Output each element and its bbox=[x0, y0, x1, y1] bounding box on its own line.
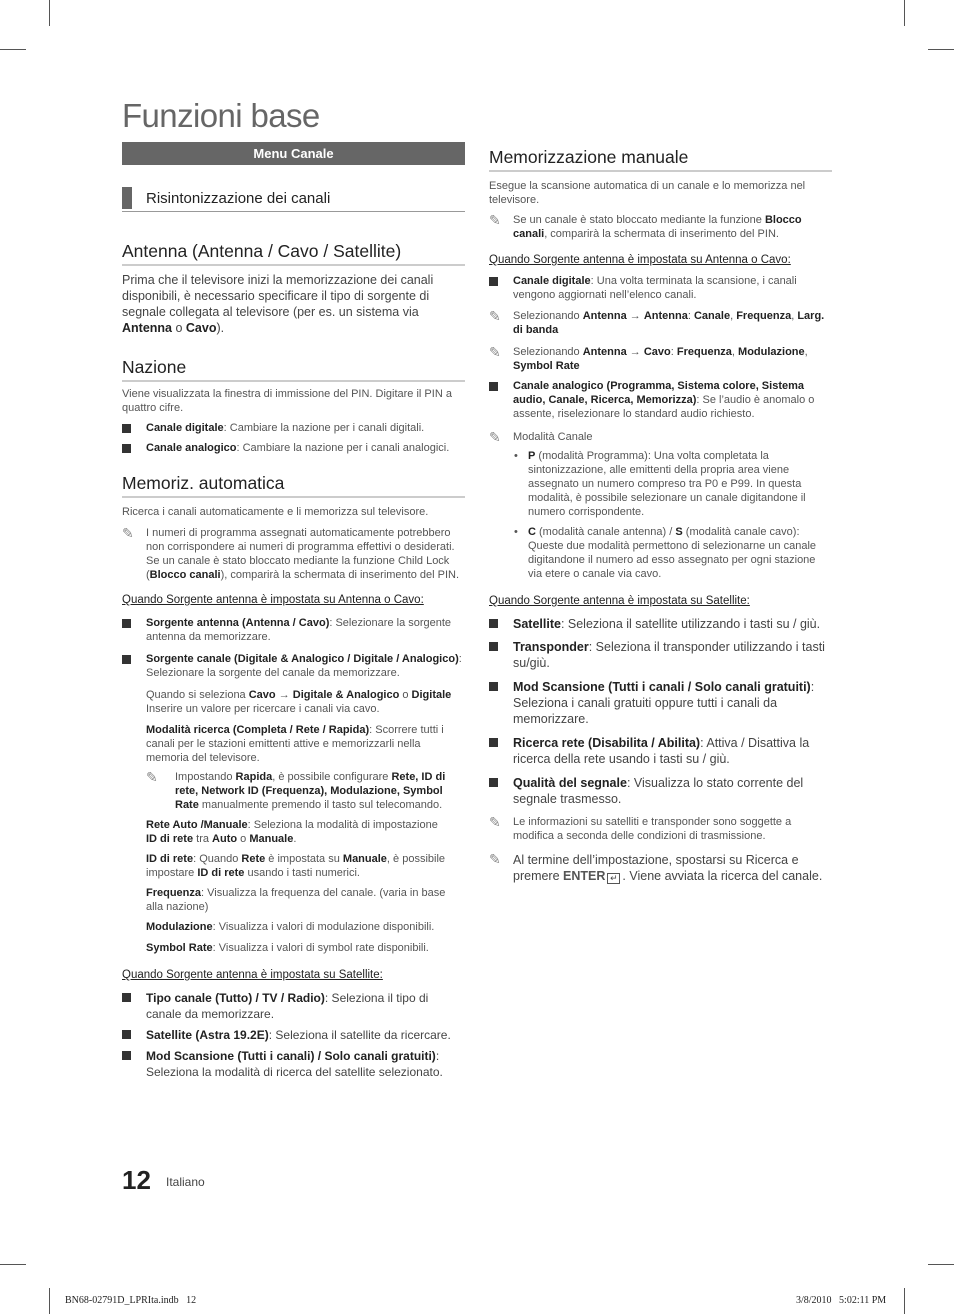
pencil-icon: ✎ bbox=[489, 851, 501, 867]
antenna-end: ). bbox=[216, 321, 225, 335]
note bbox=[489, 852, 832, 884]
c1-bold: Cavo bbox=[248, 689, 276, 701]
antenna-text-body: Prima che il televisore inizi la memorizzazione dei canali disponibili, è necessario specificare il tipo di sorgente di segnale collegata al televisore (per es. un sistema via bbox=[122, 273, 434, 319]
sub-paragraph bbox=[146, 818, 465, 846]
n2-text: , è possibile configurare bbox=[272, 771, 392, 783]
crop-mark bbox=[49, 1288, 50, 1314]
c-bold: C bbox=[528, 526, 536, 538]
item-bold: Canale digitale bbox=[146, 422, 224, 434]
n2-bold: Rapida bbox=[235, 771, 273, 783]
c4-text: : Quando bbox=[193, 853, 242, 865]
note bbox=[489, 309, 832, 337]
c4-bold: Rete bbox=[241, 853, 266, 865]
n2-bold: Antenna bbox=[582, 310, 627, 322]
page-number: 12 bbox=[122, 1165, 151, 1195]
crop-mark bbox=[0, 1264, 26, 1265]
bullet-square bbox=[122, 993, 131, 1002]
comma: , bbox=[730, 310, 737, 322]
footer-date: 3/8/2010 5:02:11 PM bbox=[796, 1295, 887, 1306]
n3-bold: Symbol Rate bbox=[513, 360, 580, 372]
comma: , bbox=[731, 346, 739, 358]
item-bold: Satellite (Astra 19.2E) bbox=[146, 1028, 269, 1042]
bullet-square bbox=[489, 382, 498, 391]
note-text: I numeri di programma assegnati automaticamente potrebbero non corrispondere ai numeri di programma effettivi o desiderati. Se un canale è stato bloccato mediante la funzione Child Lock ( bbox=[146, 527, 455, 581]
item-text: : Cambiare la nazione per i canali analogici. bbox=[236, 442, 450, 454]
n3-bold: Cavo bbox=[643, 346, 671, 358]
nazione-heading: Nazione bbox=[122, 356, 465, 382]
bullet-square bbox=[489, 619, 498, 628]
pencil-icon: ✎ bbox=[489, 344, 501, 360]
bullet-square bbox=[489, 738, 498, 747]
c1-text: Inserire un valore per ricercare i canali via cavo. bbox=[146, 703, 380, 715]
list-item bbox=[489, 639, 832, 671]
list-item bbox=[122, 1027, 465, 1043]
c1-bold: Digitale & Analogico bbox=[292, 689, 400, 701]
c7-bold: Symbol Rate bbox=[146, 942, 213, 954]
item-bold: Sorgente antenna (Antenna / Cavo) bbox=[146, 617, 330, 629]
sub-paragraph bbox=[146, 941, 465, 955]
pencil-icon: ✎ bbox=[146, 769, 158, 785]
bullet-item bbox=[513, 449, 832, 519]
n2-text: manualmente premendo il tasto sul telecomando. bbox=[198, 799, 443, 811]
n6-text: . Viene avviata la ricerca del canale. bbox=[622, 869, 823, 883]
n2-text: Impostando bbox=[175, 771, 236, 783]
colon: : bbox=[687, 310, 694, 322]
n2-bold: Antenna bbox=[643, 310, 688, 322]
page-title: Funzioni base bbox=[122, 97, 320, 134]
item-bold: Tipo canale (Tutto) / TV / Radio) bbox=[146, 991, 325, 1005]
pencil-icon: ✎ bbox=[489, 212, 501, 228]
arrow: → bbox=[626, 310, 644, 322]
bullet-square bbox=[489, 277, 498, 286]
c3-bold: Rete Auto /Manuale bbox=[146, 819, 248, 831]
bullet-square bbox=[489, 642, 498, 651]
sub-paragraph bbox=[146, 688, 465, 716]
antenna-bold: Antenna bbox=[122, 321, 172, 335]
pencil-icon: ✎ bbox=[122, 525, 134, 541]
n3-text: Selezionando bbox=[513, 346, 583, 358]
c4-text: usando i tasti numerici. bbox=[244, 867, 360, 879]
c5-text: : Visualizza la frequenza del canale. (varia in base alla nazione) bbox=[146, 887, 446, 913]
bullet-square bbox=[489, 778, 498, 787]
list-item bbox=[489, 679, 832, 727]
bullet-square bbox=[489, 682, 498, 691]
note-text: Se un canale è stato bloccato mediante la funzione bbox=[513, 214, 765, 226]
sub-paragraph bbox=[146, 920, 465, 934]
c3-text: : Seleziona la modalità di impostazione bbox=[247, 819, 438, 831]
comma: , bbox=[791, 310, 798, 322]
manual-text: Esegue la scansione automatica di un canale e lo memorizza nel televisore. bbox=[489, 180, 806, 206]
c7-text: : Visualizza i valori di symbol rate disponibili. bbox=[212, 942, 429, 954]
cavo-bold: Cavo bbox=[185, 321, 217, 335]
pencil-icon: ✎ bbox=[489, 308, 501, 324]
note bbox=[489, 345, 832, 373]
c1-bold: Digitale bbox=[411, 689, 452, 701]
s-bold: S bbox=[675, 526, 683, 538]
c5-bold: Frequenza bbox=[146, 887, 202, 899]
item-bold: Satellite bbox=[513, 617, 561, 631]
comma: , bbox=[804, 346, 808, 358]
right-column bbox=[489, 146, 832, 884]
item-text: : Selezionare la sorgente antenna da memorizzare. bbox=[146, 617, 452, 643]
c4-text: è impostata su bbox=[265, 853, 343, 865]
c2-text: : Scorrere tutti i canali per le stazioni emittenti attive e memorizzarli nella memoria del televisore. bbox=[146, 724, 444, 764]
note bbox=[489, 815, 832, 843]
list-item bbox=[122, 441, 465, 455]
c4-bold: ID di rete bbox=[146, 853, 194, 865]
memorizzazione-manuale-heading: Memorizzazione manuale bbox=[489, 146, 832, 172]
condition-heading: Quando Sorgente antenna è impostata su Satellite: bbox=[122, 969, 383, 981]
item-text: : Seleziona la modalità di ricerca del satellite selezionato. bbox=[146, 1049, 443, 1079]
list-item bbox=[489, 775, 832, 807]
c-text: (modalità canale antenna) / bbox=[535, 526, 676, 538]
note-text: , comparirà la schermata di inserimento del PIN. bbox=[544, 228, 779, 240]
item-text: : Se l’audio è anomalo o assente, riselezionare lo standard audio richiesto. bbox=[513, 394, 815, 420]
menu-canale-bar: Menu Canale bbox=[122, 142, 465, 165]
n6-text: Al termine dell’impostazione, spostarsi su Ricerca e premere bbox=[513, 853, 799, 883]
antenna-text bbox=[122, 272, 465, 336]
bullet-square bbox=[122, 1051, 131, 1060]
item-bold: Qualità del segnale bbox=[513, 776, 627, 790]
c4-text: , è possibile impostare bbox=[146, 853, 446, 879]
n2-text: Selezionando bbox=[513, 310, 583, 322]
p-bold: P bbox=[528, 450, 536, 462]
sub-paragraph bbox=[146, 723, 465, 765]
arrow: → bbox=[626, 346, 644, 358]
n2-bold: Larg. di banda bbox=[513, 310, 825, 336]
memoriz-heading: Memoriz. automatica bbox=[122, 472, 465, 498]
item-text: : Selezionare la sorgente del canale da memorizzare. bbox=[146, 653, 462, 679]
item-text: : Attiva / Disattiva la ricerca della rete usando i tasti su / giù. bbox=[513, 736, 810, 766]
list-item bbox=[122, 421, 465, 435]
sub-paragraph bbox=[146, 852, 465, 880]
c3-bold: ID di rete bbox=[146, 833, 194, 845]
c1-text: Quando si seleziona bbox=[146, 689, 249, 701]
crop-mark bbox=[928, 1264, 954, 1265]
crop-mark bbox=[904, 0, 905, 26]
item-bold: Canale digitale bbox=[513, 275, 591, 287]
c3-or: o bbox=[237, 833, 250, 845]
bullet-square bbox=[122, 1030, 131, 1039]
item-text: : Una volta terminata la scansione, i canali vengono aggiornati nell’elenco canali. bbox=[513, 275, 797, 301]
list-item bbox=[489, 274, 832, 302]
item-text: : Visualizza lo stato corrente del segnale trasmesso. bbox=[513, 776, 804, 806]
item-text: : Cambiare la nazione per i canali digitali. bbox=[223, 422, 425, 434]
bullet-item bbox=[513, 525, 832, 581]
c3-bold: Manuale bbox=[249, 833, 294, 845]
n3-bold: Antenna bbox=[582, 346, 627, 358]
sub-paragraph bbox=[146, 886, 465, 914]
c6-text: : Visualizza i valori di modulazione disponibili. bbox=[212, 921, 435, 933]
item-text: : Seleziona il tipo di canale da memorizzare. bbox=[146, 991, 429, 1021]
list-item bbox=[489, 616, 832, 632]
note-bold: Blocco canali bbox=[513, 214, 802, 240]
colon: : bbox=[670, 346, 677, 358]
bullet-square bbox=[122, 444, 131, 453]
bullet-square bbox=[122, 424, 131, 433]
section-title: Risintonizzazione dei canali bbox=[146, 189, 331, 207]
p-text: (modalità Programma): Una volta completata la sintonizzazione, alle emittenti della propria area viene assegnato un numero compreso tra P0 e P99. In questa modalità, è possibile selezionare un canale digitandone il numero corrispondente. bbox=[528, 450, 806, 518]
note-text: Modalità Canale bbox=[513, 431, 593, 443]
c6-bold: Modulazione bbox=[146, 921, 213, 933]
list-item bbox=[489, 379, 832, 421]
list-item bbox=[122, 616, 465, 644]
bullet-dot: • bbox=[514, 526, 518, 538]
pencil-icon: ✎ bbox=[489, 429, 501, 445]
memoriz-text: Ricerca i canali automaticamente e li memorizza sul televisore. bbox=[122, 506, 429, 518]
item-bold: Ricerca rete (Disabilita / Abilita) bbox=[513, 736, 701, 750]
note bbox=[489, 213, 832, 241]
c2-bold: Modalità ricerca (Completa / Rete / Rapida) bbox=[146, 724, 370, 736]
item-bold: Canale analogico (Programma, Sistema colore, Sistema audio, Canale, Ricerca, Memorizza) bbox=[513, 380, 804, 406]
section-heading bbox=[122, 188, 465, 212]
bullet-square bbox=[122, 619, 131, 628]
list-item bbox=[122, 1048, 465, 1080]
item-bold: Mod Scansione (Tutti i canali / Solo canali gratuiti) bbox=[513, 680, 811, 694]
item-bold: Transponder bbox=[513, 640, 589, 654]
item-bold: Mod Scansione (Tutti i canali) / Solo canali gratuiti) bbox=[146, 1049, 436, 1063]
footer-file: BN68-02791D_LPRIta.indb 12 bbox=[65, 1295, 197, 1306]
n3-bold: Modulazione bbox=[738, 346, 805, 358]
c4-bold: ID di rete bbox=[197, 867, 245, 879]
section-marker bbox=[122, 187, 132, 209]
list-item bbox=[122, 990, 465, 1022]
item-text: : Seleziona i canali gratuiti oppure tutti i canali da memorizzare. bbox=[513, 680, 815, 726]
nazione-text: Viene visualizzata la finestra di immissione del PIN. Digitare il PIN a quattro cifre. bbox=[122, 388, 452, 414]
arrow: → bbox=[275, 689, 293, 701]
condition-heading: Quando Sorgente antenna è impostata su Satellite: bbox=[489, 595, 750, 607]
n2-bold: Canale bbox=[693, 310, 731, 322]
note-end: ), comparirà la schermata di inserimento del PIN. bbox=[220, 569, 460, 581]
crop-mark bbox=[0, 49, 26, 50]
crop-mark bbox=[904, 1288, 905, 1314]
note-text: Le informazioni su satelliti e transponder sono soggette a modifica a seconda delle condizioni di trasmissione. bbox=[513, 816, 792, 842]
n2-bold: Frequenza bbox=[736, 310, 792, 322]
condition-heading: Quando Sorgente antenna è impostata su Antenna o Cavo: bbox=[489, 254, 791, 266]
crop-mark bbox=[928, 49, 954, 50]
note bbox=[489, 430, 832, 444]
item-bold: Canale analogico bbox=[146, 442, 237, 454]
n2-bold: Rete, ID di rete, Network ID (Frequenza), Modulazione, Symbol Rate bbox=[175, 771, 446, 811]
c3-end: . bbox=[293, 833, 297, 845]
left-column bbox=[122, 142, 465, 1080]
enter-icon: ↵ bbox=[607, 873, 620, 884]
c-text: (modalità canale cavo): Queste due modalità permettono di selezionarne un canale digitandone il numero ad esso assegnato per ogni stazione via etere o canale via cavo. bbox=[528, 526, 817, 580]
c1-or: o bbox=[399, 689, 412, 701]
language-label: Italiano bbox=[166, 1175, 205, 1189]
bullet-dot: • bbox=[514, 450, 518, 462]
item-text: : Seleziona il satellite da ricercare. bbox=[268, 1028, 451, 1042]
item-bold: Sorgente canale (Digitale & Analogico / Digitale / Analogico) bbox=[146, 653, 459, 665]
condition-heading: Quando Sorgente antenna è impostata su Antenna o Cavo: bbox=[122, 594, 424, 606]
antenna-heading: Antenna (Antenna / Cavo / Satellite) bbox=[122, 240, 465, 266]
bullet-square bbox=[122, 655, 131, 664]
c3-bold: Auto bbox=[212, 833, 238, 845]
c4-bold: Manuale bbox=[342, 853, 387, 865]
c3-text: tra bbox=[193, 833, 213, 845]
crop-mark bbox=[49, 0, 50, 26]
list-item bbox=[489, 735, 832, 767]
item-text: : Seleziona il transponder utilizzando i tasti su/giù. bbox=[513, 640, 825, 670]
item-text: : Seleziona il satellite utilizzando i tasti su / giù. bbox=[560, 617, 821, 631]
note bbox=[146, 770, 465, 812]
note bbox=[122, 526, 465, 582]
antenna-or: o bbox=[172, 321, 186, 335]
enter-key: ENTER bbox=[563, 869, 606, 883]
pencil-icon: ✎ bbox=[489, 814, 501, 830]
list-item bbox=[122, 652, 465, 680]
note-bold: Blocco canali bbox=[149, 569, 221, 581]
n3-bold: Frequenza bbox=[676, 346, 732, 358]
